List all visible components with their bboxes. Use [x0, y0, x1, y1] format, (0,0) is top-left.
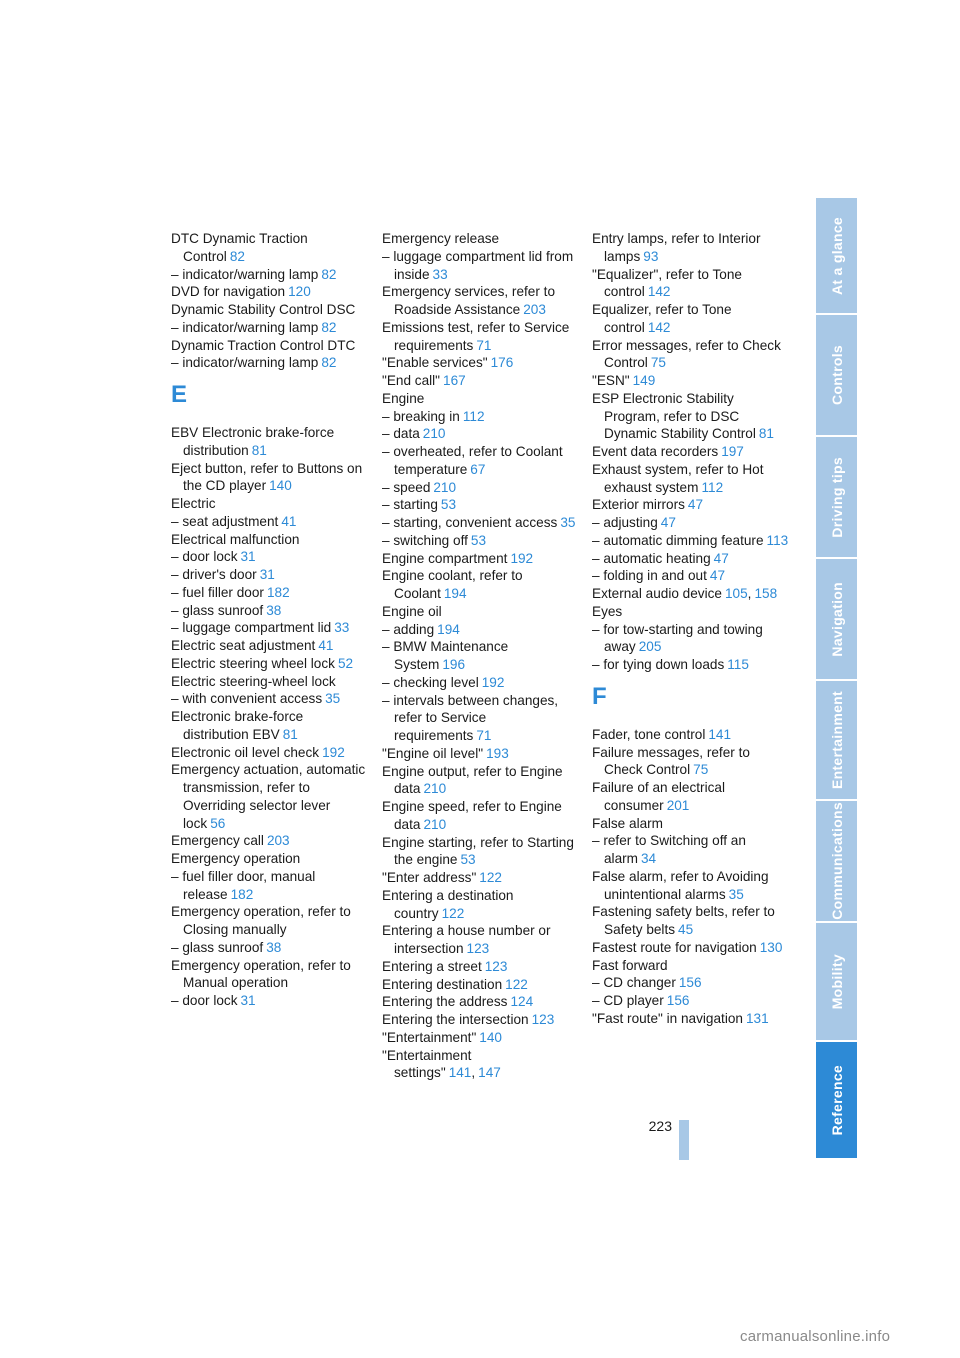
index-entry: [592, 1010, 792, 1028]
page-link[interactable]: 210: [423, 781, 447, 797]
page-link[interactable]: 201: [666, 797, 690, 813]
page-link[interactable]: 158: [754, 586, 778, 601]
page-link[interactable]: 82: [321, 319, 337, 335]
page-link[interactable]: 124: [510, 994, 534, 1010]
index-entry: [592, 567, 792, 585]
tab-entertainment[interactable]: Entertainment: [816, 681, 857, 801]
index-entry-text: Equalizer, refer to Tone control: [592, 302, 732, 335]
index-entry-text: Entering the intersection: [382, 1012, 529, 1027]
index-entry-text: False alarm: [592, 815, 664, 831]
index-entry-text: Electrical malfunction: [171, 531, 300, 547]
page-link[interactable]: 105: [724, 586, 748, 601]
page-link[interactable]: 123: [466, 941, 490, 956]
index-entry: [592, 390, 792, 443]
index-entry: [592, 532, 792, 550]
index-entry: [171, 957, 371, 993]
page-link[interactable]: 192: [481, 674, 505, 690]
index-entry-text: Fastest route for navigation: [592, 939, 757, 955]
page-link[interactable]: 31: [240, 549, 256, 565]
index-entry: [592, 939, 792, 957]
index-entry-text: "Enable services": [382, 355, 488, 371]
page-link[interactable]: 75: [693, 762, 709, 778]
page-link[interactable]: 47: [687, 497, 704, 513]
index-entry: [592, 461, 792, 497]
index-entry-text: – starting, convenient access: [382, 515, 558, 530]
index-entry-text: – data: [382, 426, 420, 442]
index-entry-text: Dynamic Stability Control DSC: [171, 302, 356, 317]
page-link[interactable]: 156: [678, 975, 702, 991]
section-letter: E: [171, 381, 188, 408]
index-entry: [382, 958, 582, 976]
page-link[interactable]: 182: [266, 584, 290, 600]
index-entry-text: Engine starting, refer to Starting the engine: [382, 834, 574, 868]
index-entry: [382, 354, 582, 372]
index-entry-text: "Equalizer", refer to Tone control: [592, 266, 742, 300]
index-entry-text: – indicator/warning lamp: [171, 355, 319, 371]
section-tabs: [816, 198, 857, 1160]
page-link[interactable]: 38: [266, 939, 282, 955]
index-entry: [592, 337, 792, 373]
index-entry-text: Engine: [382, 390, 425, 406]
index-entry-text: – luggage compartment lid from inside: [382, 248, 574, 282]
index-entry-text: Eyes: [592, 603, 623, 619]
index-entry: [171, 301, 371, 319]
page-link[interactable]: 192: [510, 550, 534, 566]
index-entry: [382, 1029, 582, 1047]
index-entry-text: Emergency operation: [171, 851, 301, 866]
index-entry-text: Emergency operation, refer to Manual operation: [171, 957, 351, 991]
index-column-3: [592, 230, 792, 1028]
index-entry-text: – for tying down loads: [592, 657, 725, 672]
index-entry-text: – for tow-starting and towing away: [592, 621, 763, 655]
tab-at-a-glance[interactable]: At a glance: [816, 198, 857, 315]
page-link[interactable]: 113: [766, 532, 789, 548]
index-entry-text: Fader, tone control: [592, 726, 706, 742]
index-entry: [171, 283, 371, 301]
index-entry-text: Electric steering-wheel lock: [171, 673, 336, 689]
tab-reference[interactable]: Reference: [816, 1042, 857, 1160]
index-entry: [592, 815, 792, 833]
index-entry-text: – switching off: [382, 532, 468, 548]
page-link[interactable]: 41: [318, 638, 334, 653]
index-entry-text: – glass sunroof: [171, 602, 264, 618]
page-link[interactable]: 130: [759, 939, 783, 955]
index-entry-text: – luggage compartment lid: [171, 620, 332, 636]
page-link[interactable]: 71: [476, 337, 492, 353]
index-entry-text: – CD player: [592, 993, 664, 1008]
index-entry: [592, 585, 792, 603]
index-entry-text: – checking level: [382, 674, 479, 690]
index-entry: [382, 567, 582, 603]
page-link[interactable]: 47: [709, 568, 726, 584]
index-entry-text: Event data recorders: [592, 444, 719, 459]
index-entry-text: – with convenient access: [171, 691, 323, 707]
index-entry: [592, 230, 792, 266]
index-entry-text: – starting: [382, 497, 438, 513]
page-link[interactable]: 122: [505, 976, 528, 992]
tab-driving-tips[interactable]: Driving tips: [816, 437, 857, 559]
index-entry-text: "Enter address": [382, 870, 477, 885]
index-entry: [171, 424, 371, 460]
index-entry-text: – indicator/warning lamp: [171, 319, 319, 335]
index-entry: [171, 513, 371, 531]
index-entry: [382, 976, 582, 994]
index-entry: [592, 744, 792, 780]
page-link[interactable]: 81: [282, 726, 298, 742]
page-link[interactable]: 35: [325, 691, 341, 707]
section-letter: F: [592, 682, 607, 710]
index-entry: [382, 248, 582, 284]
index-entry-text: – adjusting: [592, 515, 658, 530]
index-entry-text: – driver's door: [171, 567, 257, 582]
index-entry: [171, 337, 371, 355]
index-entry: [592, 603, 792, 621]
index-entry-text: – automatic dimming feature: [592, 532, 764, 548]
index-entry: [592, 992, 792, 1010]
index-entry: [171, 602, 371, 620]
index-entry: [382, 887, 582, 923]
watermark-text: carmanualsonline.info: [740, 1328, 891, 1345]
index-entry-text: – door lock: [171, 549, 238, 565]
page-link[interactable]: 120: [288, 284, 311, 300]
index-entry: [171, 850, 371, 868]
index-entry: [171, 566, 371, 584]
index-entry-text: DVD for navigation: [171, 284, 286, 300]
index-entry: [382, 372, 582, 390]
index-entry: [592, 656, 792, 674]
index-entry-text: – glass sunroof: [171, 939, 264, 955]
page-link[interactable]: 38: [266, 602, 282, 618]
index-entry: [592, 514, 792, 532]
index-entry-text: Engine output, refer to Engine data: [382, 763, 563, 797]
index-entry-text: – automatic heating: [592, 550, 711, 566]
index-entry-text: Engine speed, refer to Engine data: [382, 799, 562, 832]
index-entry-text: "ESN": [592, 373, 630, 388]
page-link[interactable]: 82: [229, 248, 245, 264]
page-link[interactable]: 122: [479, 870, 502, 885]
index-entry-text: Entering a house number or intersection: [382, 923, 551, 956]
index-entry-text: – intervals between changes, refer to Service requirements: [382, 692, 559, 743]
page-link[interactable]: 193: [486, 745, 509, 761]
index-entry: [382, 638, 582, 674]
page-link[interactable]: 41: [281, 513, 297, 529]
page-link[interactable]: 141: [708, 726, 732, 742]
index-entry: [592, 903, 792, 939]
page-link[interactable]: 210: [423, 816, 447, 832]
index-entry: [382, 283, 582, 319]
page-link[interactable]: 142: [647, 284, 671, 300]
index-entry: [171, 531, 371, 549]
index-entry: [382, 319, 582, 355]
index-entry: [382, 869, 582, 887]
index-entry: [171, 584, 371, 602]
page-link[interactable]: 53: [460, 852, 476, 868]
index-entry: [592, 372, 792, 390]
page-link[interactable]: 112: [701, 479, 724, 495]
index-entry: [592, 621, 792, 657]
index-entry-text: – seat adjustment: [171, 513, 279, 529]
index-entry: [592, 779, 792, 815]
page-link[interactable]: 31: [259, 567, 275, 582]
index-entry: [171, 354, 371, 372]
index-entry-text: ESP Electronic Stability Program, refer to DSC Dynamic Stability Control: [592, 390, 756, 442]
index-entry: [382, 834, 582, 870]
index-entry: [382, 550, 582, 568]
index-entry: [382, 1011, 582, 1029]
tab-navigation[interactable]: Navigation: [816, 559, 857, 681]
index-entry-text: Electric: [171, 496, 216, 511]
index-entry: [171, 868, 371, 904]
index-entry-text: Entry lamps, refer to Interior lamps: [592, 231, 761, 264]
index-entry: [171, 460, 371, 496]
page-link[interactable]: 81: [251, 442, 267, 458]
page-link[interactable]: 142: [647, 319, 671, 335]
page-link[interactable]: 33: [432, 266, 448, 282]
page-link[interactable]: 115: [727, 657, 749, 672]
page-link[interactable]: 156: [666, 993, 690, 1008]
index-entry-text: Exhaust system, refer to Hot exhaust system: [592, 461, 764, 495]
index-entry-text: – speed: [382, 479, 431, 495]
index-entry-text: Entering a destination country: [382, 887, 514, 921]
page-link[interactable]: 203: [266, 833, 290, 849]
index-entry: [382, 390, 582, 408]
index-entry-text: EBV Electronic brake-force distribution: [171, 425, 335, 458]
index-entry: [171, 266, 371, 284]
page-link[interactable]: 81: [758, 426, 774, 442]
index-entry-text: Electric seat adjustment: [171, 638, 316, 653]
index-entry: [382, 993, 582, 1011]
page-link[interactable]: 196: [442, 657, 466, 672]
page-link[interactable]: 167: [443, 373, 466, 388]
index-entry-text: – folding in and out: [592, 568, 707, 584]
page-link[interactable]: 35: [728, 886, 744, 902]
index-entry: [382, 1047, 582, 1083]
index-entry-text: Electronic oil level check: [171, 744, 320, 760]
page-link[interactable]: 123: [531, 1012, 555, 1027]
index-entry-text: "Entertainment": [382, 1029, 477, 1045]
index-entry: [592, 550, 792, 568]
page-link[interactable]: 149: [632, 373, 656, 388]
index-entry: [171, 673, 371, 691]
page-link[interactable]: 53: [440, 497, 457, 513]
page-link[interactable]: 203: [523, 302, 546, 317]
index-entry: [382, 532, 582, 550]
index-entry: [171, 548, 371, 566]
page-link[interactable]: 194: [437, 621, 460, 637]
index-entry: [592, 832, 792, 868]
index-entry-text: – breaking in: [382, 408, 460, 424]
index-entry: [171, 495, 371, 513]
page-number-bar: [679, 1120, 689, 1160]
index-entry: [382, 443, 582, 479]
index-entry-text: Emergency services, refer to Roadside Assistance: [382, 284, 556, 317]
page-link[interactable]: 194: [443, 586, 467, 601]
page-link[interactable]: 210: [433, 479, 457, 495]
index-entry: [171, 992, 371, 1010]
page-link[interactable]: 82: [321, 266, 337, 282]
index-entry-text: – BMW Maintenance System: [382, 639, 509, 672]
index-entry: [171, 939, 371, 957]
index-entry-text: – fuel filler door: [171, 584, 264, 600]
page-link[interactable]: 45: [678, 922, 694, 937]
index-entry-text: Emergency actuation, automatic transmission, refer to Overriding selector lever lock: [171, 762, 366, 831]
page-link[interactable]: 182: [230, 886, 254, 902]
index-entry-text: Electric steering wheel lock: [171, 655, 335, 671]
index-entry-text: Emergency release: [382, 231, 500, 246]
page-link[interactable]: 192: [322, 744, 345, 760]
index-entry-text: Fast forward: [592, 957, 668, 973]
index-entry: [382, 745, 582, 763]
index-entry: [171, 655, 371, 673]
index-entry: [592, 496, 792, 514]
index-column-2: [382, 230, 582, 1082]
page-link[interactable]: 56: [210, 815, 226, 831]
tab-communications[interactable]: Communications: [816, 801, 857, 923]
page-link[interactable]: 197: [721, 444, 744, 459]
page-link[interactable]: 47: [660, 515, 676, 530]
index-entry: [171, 619, 371, 637]
page-link[interactable]: 75: [650, 355, 666, 371]
index-entry: [171, 319, 371, 337]
page-number: 223: [648, 1118, 672, 1134]
page-link[interactable]: 82: [321, 355, 337, 371]
index-entry-text: Electronic brake-force distribution EBV: [171, 709, 304, 742]
index-entry-text: Engine coolant, refer to Coolant: [382, 568, 523, 601]
index-entry: [592, 957, 792, 975]
page-link[interactable]: 93: [643, 248, 659, 264]
index-entry-text: Emissions test, refer to Service requirements: [382, 319, 570, 353]
index-entry-text: Emergency operation, refer to Closing manually: [171, 904, 351, 937]
index-entry-text: Entering a street: [382, 958, 482, 974]
index-entry: [592, 868, 792, 904]
page-link[interactable]: 205: [638, 639, 662, 655]
page-link[interactable]: 141: [448, 1065, 472, 1081]
index-entry-text: – door lock: [171, 993, 238, 1008]
page-link[interactable]: 147: [478, 1065, 501, 1081]
page-link[interactable]: 122: [441, 905, 465, 921]
page-link[interactable]: 33: [334, 620, 350, 636]
index-entry: [382, 408, 582, 426]
page-link[interactable]: 67: [470, 461, 486, 477]
page-separator: ,: [471, 1065, 476, 1081]
page-link[interactable]: 112: [462, 408, 485, 424]
index-entry-text: Entering destination: [382, 976, 503, 992]
index-entry: [592, 266, 792, 302]
page-link[interactable]: 47: [713, 550, 729, 566]
index-entry: [382, 230, 582, 248]
index-entry: [171, 690, 371, 708]
index-entry: [382, 674, 582, 692]
index-entry-text: – adding: [382, 621, 435, 637]
index-entry: [382, 621, 582, 639]
index-entry-text: "Entertainment settings": [382, 1047, 472, 1081]
index-entry-text: – CD changer: [592, 975, 676, 991]
index-entry-text: "End call": [382, 373, 441, 388]
index-entry-text: – indicator/warning lamp: [171, 266, 319, 282]
index-entry-text: Eject button, refer to Buttons on the CD player: [171, 460, 363, 494]
index-entry-text: "Engine oil level": [382, 745, 484, 761]
index-entry-text: Exterior mirrors: [592, 497, 685, 513]
index-entry-text: Entering the address: [382, 994, 508, 1010]
index-entry-text: False alarm, refer to Avoiding unintentional alarms: [592, 868, 769, 902]
index-entry: [382, 425, 582, 443]
index-entry: [592, 301, 792, 337]
page-link[interactable]: 123: [484, 958, 508, 974]
index-column-1: [171, 230, 371, 1010]
index-entry-text: – fuel filler door, manual release: [171, 868, 316, 902]
index-entry: [382, 798, 582, 834]
page-link[interactable]: 35: [560, 515, 576, 530]
page-link[interactable]: 71: [476, 728, 492, 743]
index-entry-text: Emergency call: [171, 833, 264, 849]
index-entry-text: Failure messages, refer to Check Control: [592, 744, 750, 778]
index-entry: [592, 443, 792, 461]
index-entry-text: DTC Dynamic Traction Control: [171, 231, 308, 264]
page-link[interactable]: 31: [240, 993, 256, 1008]
tab-controls[interactable]: Controls: [816, 315, 857, 437]
index-entry-text: Failure of an electrical consumer: [592, 780, 725, 813]
index-entry: [382, 922, 582, 958]
page-separator: ,: [747, 586, 752, 601]
page-link[interactable]: 53: [470, 532, 487, 548]
page-link[interactable]: 176: [490, 355, 514, 371]
index-entry: [171, 903, 371, 939]
index-entry-text: – refer to Switching off an alarm: [592, 833, 746, 866]
page-link[interactable]: 131: [745, 1010, 769, 1026]
index-entry-text: External audio device: [592, 586, 722, 601]
page-link[interactable]: 140: [479, 1029, 502, 1045]
index-entry: [382, 692, 582, 745]
index-entry-text: Dynamic Traction Control DTC: [171, 337, 356, 353]
index-entry-text: Error messages, refer to Check Control: [592, 337, 781, 371]
page-link[interactable]: 210: [422, 426, 446, 442]
index-entry: [171, 230, 371, 266]
index-entry: [171, 708, 371, 744]
index-entry: [592, 726, 792, 744]
index-entry: [382, 479, 582, 497]
page-link[interactable]: 34: [641, 851, 657, 866]
index-entry-text: Fastening safety belts, refer to Safety belts: [592, 904, 775, 937]
index-entry: [382, 763, 582, 799]
index-entry: [382, 514, 582, 532]
index-entry: [382, 603, 582, 621]
index-entry: [171, 744, 371, 762]
index-entry: [382, 496, 582, 514]
index-entry: [171, 761, 371, 832]
index-entry: [171, 637, 371, 655]
index-entry-text: "Fast route" in navigation: [592, 1010, 743, 1026]
tab-mobility[interactable]: Mobility: [816, 923, 857, 1042]
index-entry: [592, 974, 792, 992]
index-entry-text: Engine oil: [382, 603, 442, 619]
index-entry-text: – overheated, refer to Coolant temperature: [382, 444, 563, 477]
page-link[interactable]: 52: [337, 655, 354, 671]
page-link[interactable]: 140: [269, 478, 292, 494]
index-entry: [171, 832, 371, 850]
index-entry-text: Engine compartment: [382, 550, 508, 566]
